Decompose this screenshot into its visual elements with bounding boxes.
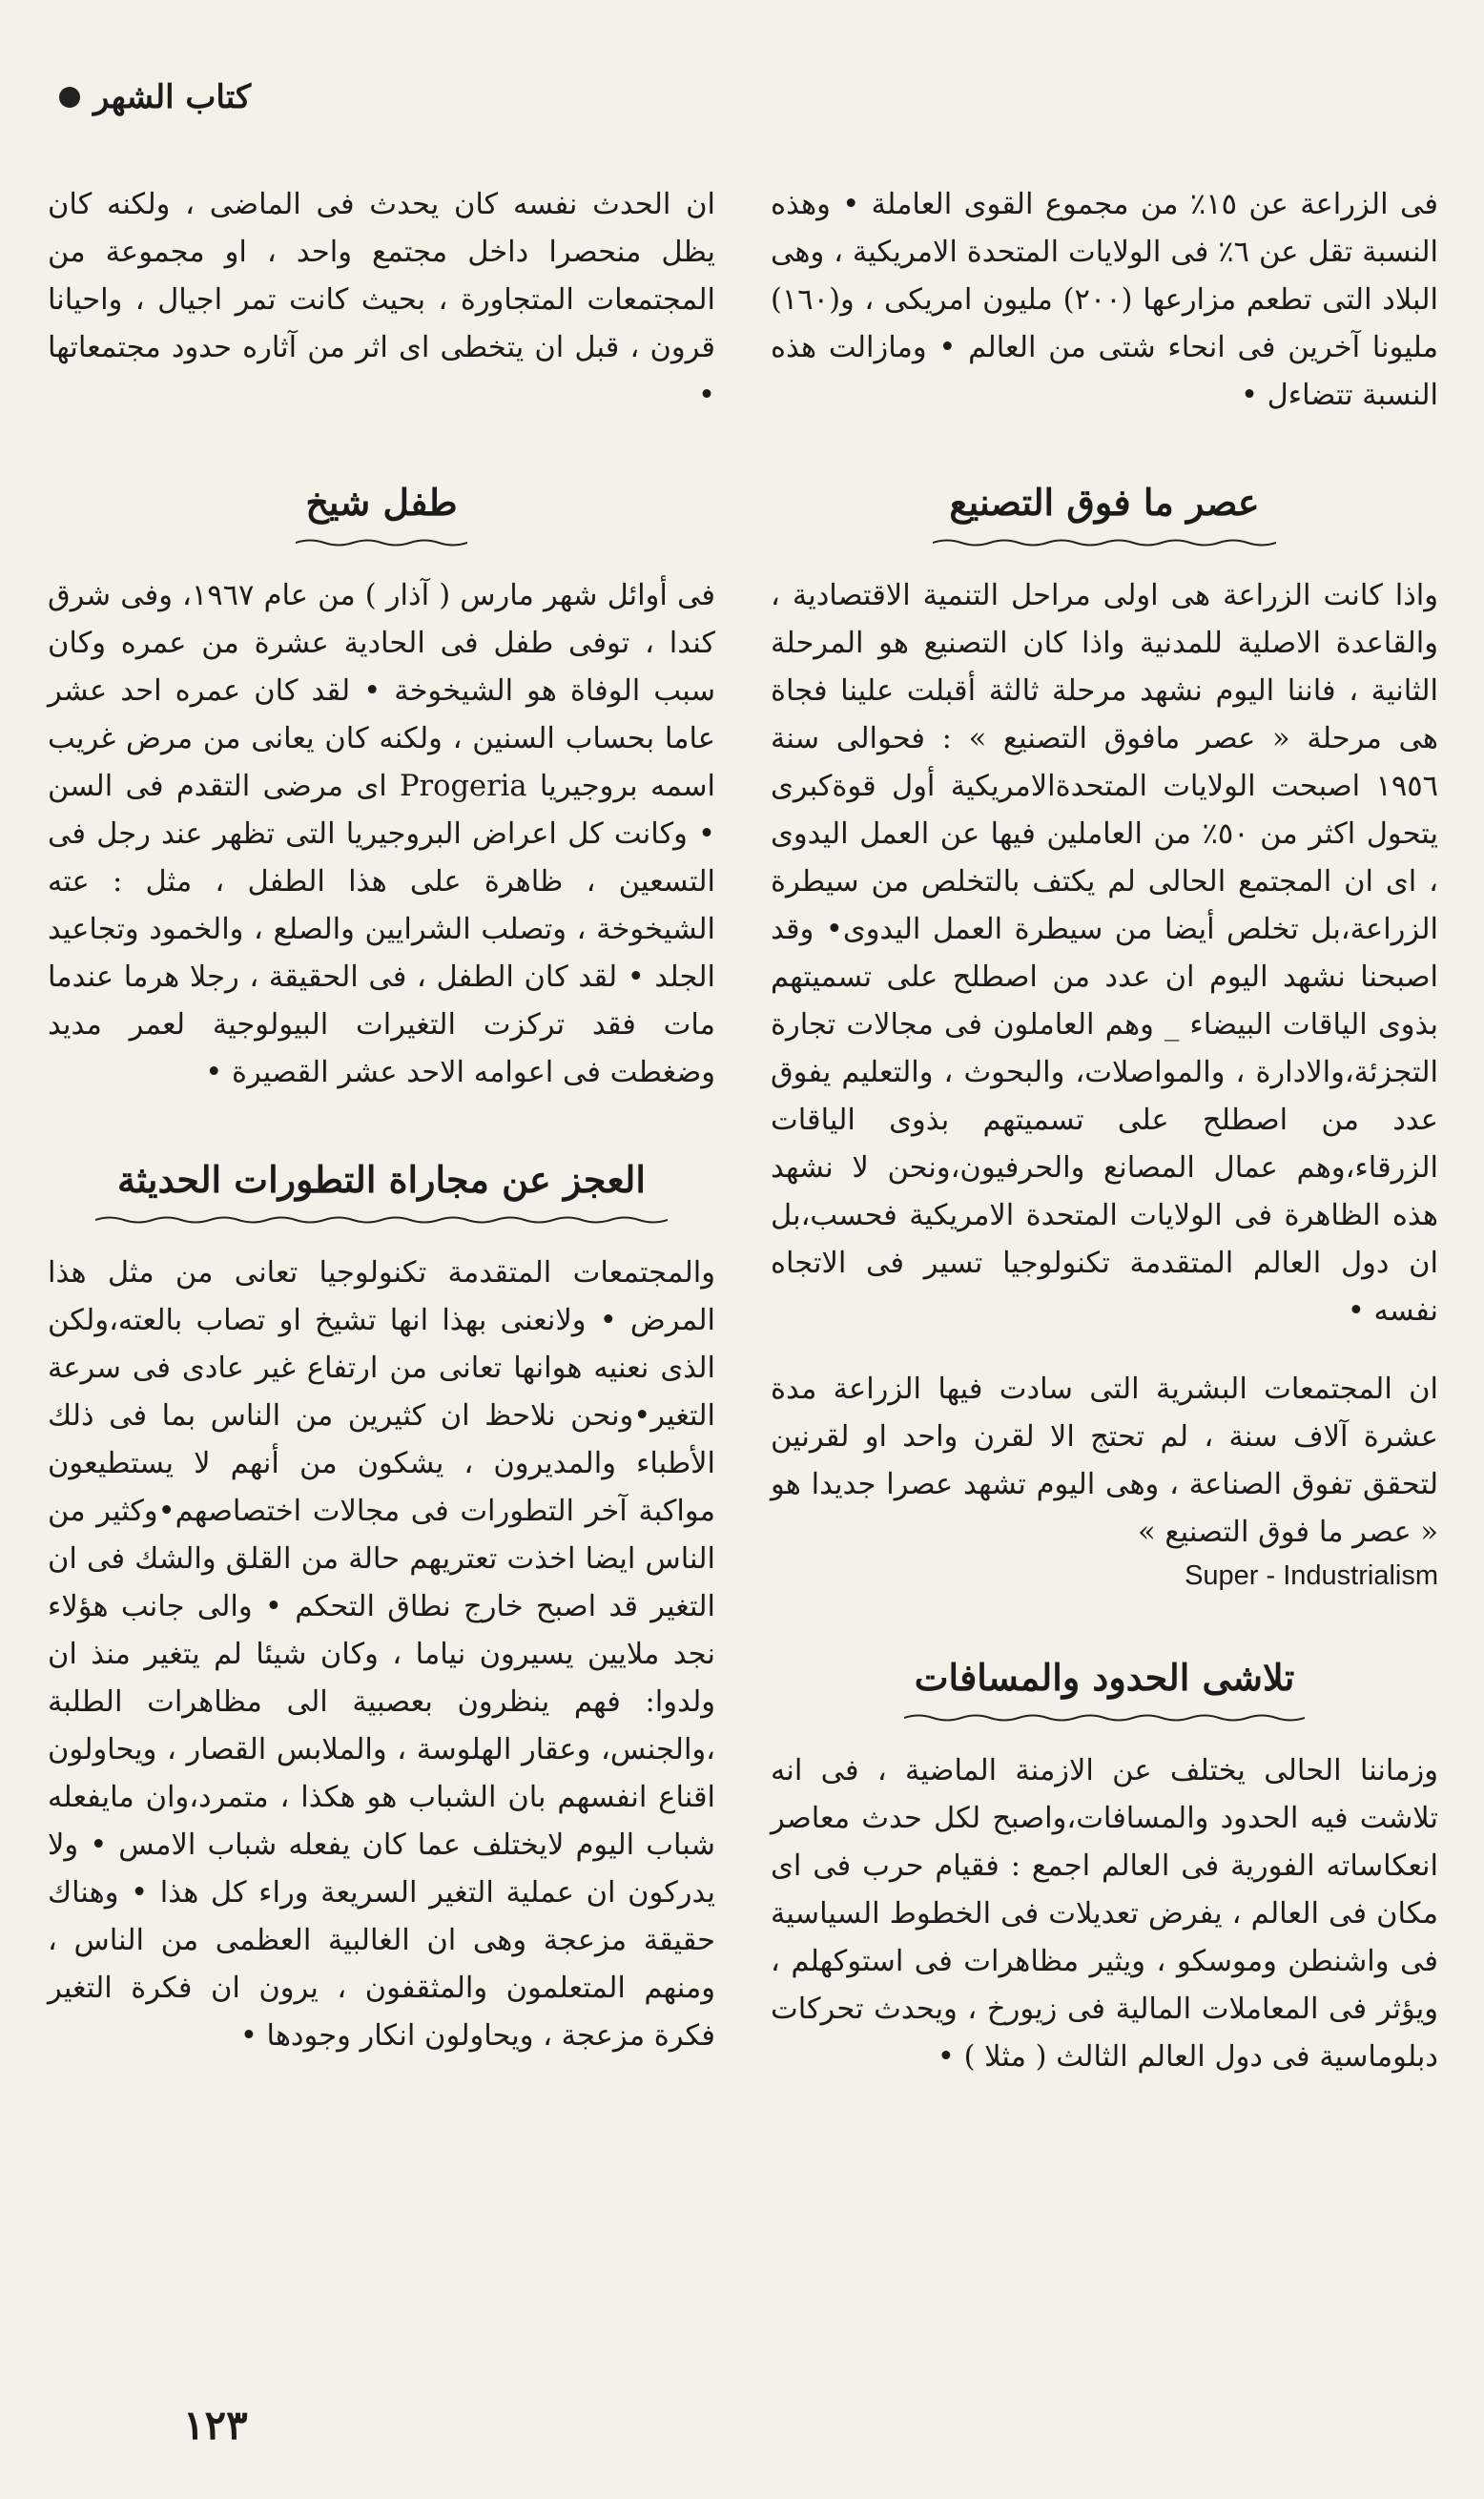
left-intro-paragraph: ان الحدث نفسه كان يحدث فى الماضى ، ولكنه كان يظل منحصرا داخل مجتمع واحد ، او مجموعة من المجتمعات المتجاورة ، بحيث كانت تمر اجيال ، واحيانا قرون ، قبل ان يتخطى اى اثر من آثاره حدود مجتمعاتها •	[48, 188, 715, 412]
super-industrialism-term: Super - Industrialism	[1185, 1560, 1438, 1591]
heading-underline	[771, 538, 1438, 547]
right-intro-paragraph: فى الزراعة عن ١٥٪ من مجموع القوى العاملة • وهذه النسبة تقل عن ٦٪ فى الولايات المتحدة الامريكية ، وهى البلاد التى تطعم مزارعها (٢٠٠) مليون امريكى ، و(١٦٠) مليونا آخرين فى انحاء شتى من العالم • ومازالت هذه النسبة تتضاءل •	[771, 188, 1439, 412]
left-column	[48, 181, 715, 2060]
heading-text: طفل شيخ	[305, 481, 458, 524]
page-number: ١٢٣	[183, 2402, 248, 2448]
heading-text: عصر ما فوق التصنيع	[949, 481, 1260, 524]
inability-paragraph-1: والمجتمعات المتقدمة تكنولوجيا تعانى من مثل هذا المرض • ولانعنى بهذا انها تشيخ او تصاب بالعته،ولكن الذى نعنيه هوانها تعانى من ارتفاع غير عادى فى سرعة التغير•ونحن نلاحظ ان كثيرين من الناس بما فى ذلك الأطباء والمديرون ، يشكون من أنهم لا يستطيعون مواكبة آخر التطورات فى مجالات اختصاصهم•وكثير من الناس ايضا اخذت تعتريهم حالة من القلق والشك فى ان التغير قد اصبح خارج نطاق التحكم • والى جانب هؤلاء نجد ملايين يسيرون نياما ، وكان شيئا لم يتغير منذ ان ولدوا: فهم ينظرون بعصبية الى مظاهرات الطلبة ،والجنس، وعقار الهلوسة ، والملابس القصار ، ويحاولون اقناع انفسهم بان الشباب هو هكذا ، متمرد،وان مايفعله شباب اليوم لايختلف عما كان يفعله شباب الامس • ولا يدركون ان عملية التغير السريعة وراء كل هذا • وهناك حقيقة مزعجة وهى ان الغالبية العظمى من الناس ، ومنهم المتعلمون والمثقفون ، يرون ان فكرة التغير فكرة مزعجة ، ويحاولون انكار وجودها •	[48, 1256, 715, 2053]
heading-underline	[48, 538, 715, 547]
super-industrial-paragraph-2: ان المجتمعات البشرية التى سادت فيها الزراعة مدة عشرة آلاف سنة ، لم تحتج الا لقرن واحد او لقرنين لتحقق تفوق الصناعة ، وهى اليوم تشهد عصرا جديدا هو « عصر ما فوق التصنيع »	[771, 1373, 1438, 1549]
borders-paragraph-1: وزماننا الحالى يختلف عن الازمنة الماضية ، فى انه تلاشت فيه الحدود والمسافات،واصبح لكل حدث معاصر انعكاساته الفورية فى العالم اجمع : فقيام حرب فى اى مكان فى العالم ، يفرض تعديلات فى الخطوط السياسية فى واشنطن وموسكو ، ويثير مظاهرات فى استوكهلم ، ويؤثر فى المعاملات المالية فى زيورخ ، ويحدث تحركات دبلوماسية فى دول العالم الثالث ( مثلا ) •	[771, 1754, 1438, 2074]
heading-inability-keep-up	[48, 1154, 715, 1225]
heading-underline	[48, 1215, 715, 1225]
heading-text: تلاشى الحدود والمسافات	[914, 1656, 1295, 1699]
heading-underline	[771, 1713, 1438, 1723]
old-child-paragraph-1: فى أوائل شهر مارس ( آذار ) من عام ١٩٦٧، وفى شرق كندا ، توفى طفل فى الحادية عشرة من عمره وكان سبب الوفاة هو الشيخوخة • لقد كان عمره احد عشر عاما بحساب السنين ، ولكنه كان يعانى من مرض غريب اسمه بروجيريا Progeria اى مرضى التقدم فى السن • وكانت كل اعراض البروجيريا التى تظهر عند رجل فى التسعين ، ظاهرة على هذا الطفل ، مثل : عته الشيخوخة ، وتصلب الشرايين والصلع ، والخمود وتجاعيد الجلد • لقد كان الطفل ، فى الحقيقة ، رجلا هرما عندما مات فقد تركزت التغيرات البيولوجية لعمر مديد وضغطت فى اعوامه الاحد عشر القصيرة •	[48, 579, 716, 1089]
heading-super-industrial	[771, 477, 1438, 547]
bullet-dot-icon	[59, 87, 80, 108]
heading-borders-distances	[771, 1652, 1438, 1723]
heading-text: العجز عن مجاراة التطورات الحديثة	[117, 1158, 646, 1201]
section-header	[59, 78, 251, 116]
heading-old-child	[48, 477, 715, 547]
section-title: كتاب الشهر	[93, 78, 252, 116]
super-industrial-paragraph-1: واذا كانت الزراعة هى اولى مراحل التنمية الاقتصادية ، والقاعدة الاصلية للمدنية واذا كان التصنيع هو المرحلة الثانية ، فاننا اليوم نشهد مرحلة ثالثة أقبلت علينا فجاة هى مرحلة « عصر مافوق التصنيع » : فحوالى سنة ١٩٥٦ اصبحت الولايات المتحدةالامريكية أول قوةكبرى يتحول اكثر من ٥٠٪ من العاملين فيها عن العمل اليدوى ، اى ان المجتمع الحالى لم يكتف بالتخلص من سيطرة الزراعة،بل تخلص أيضا من سيطرة العمل اليدوى• وقد اصبحنا نشهد اليوم ان عدد من اصطلح على تسميتهم بذوى الياقات البيضاء _ وهم العاملون فى مجالات تجارة التجزئة،والادارة ، والمواصلات، والبحوث ، والتعليم يفوق عدد من اصطلح على تسميتهم بذوى الياقات الزرقاء،وهم عمال المصانع والحرفيون،ونحن لا نشهد هذه الظاهرة فى الولايات المتحدة الامريكية فحسب،بل ان دول العالم المتقدمة تكنولوجيا تسير فى الاتجاه نفسه •	[771, 579, 1438, 1328]
right-column	[771, 181, 1438, 2081]
